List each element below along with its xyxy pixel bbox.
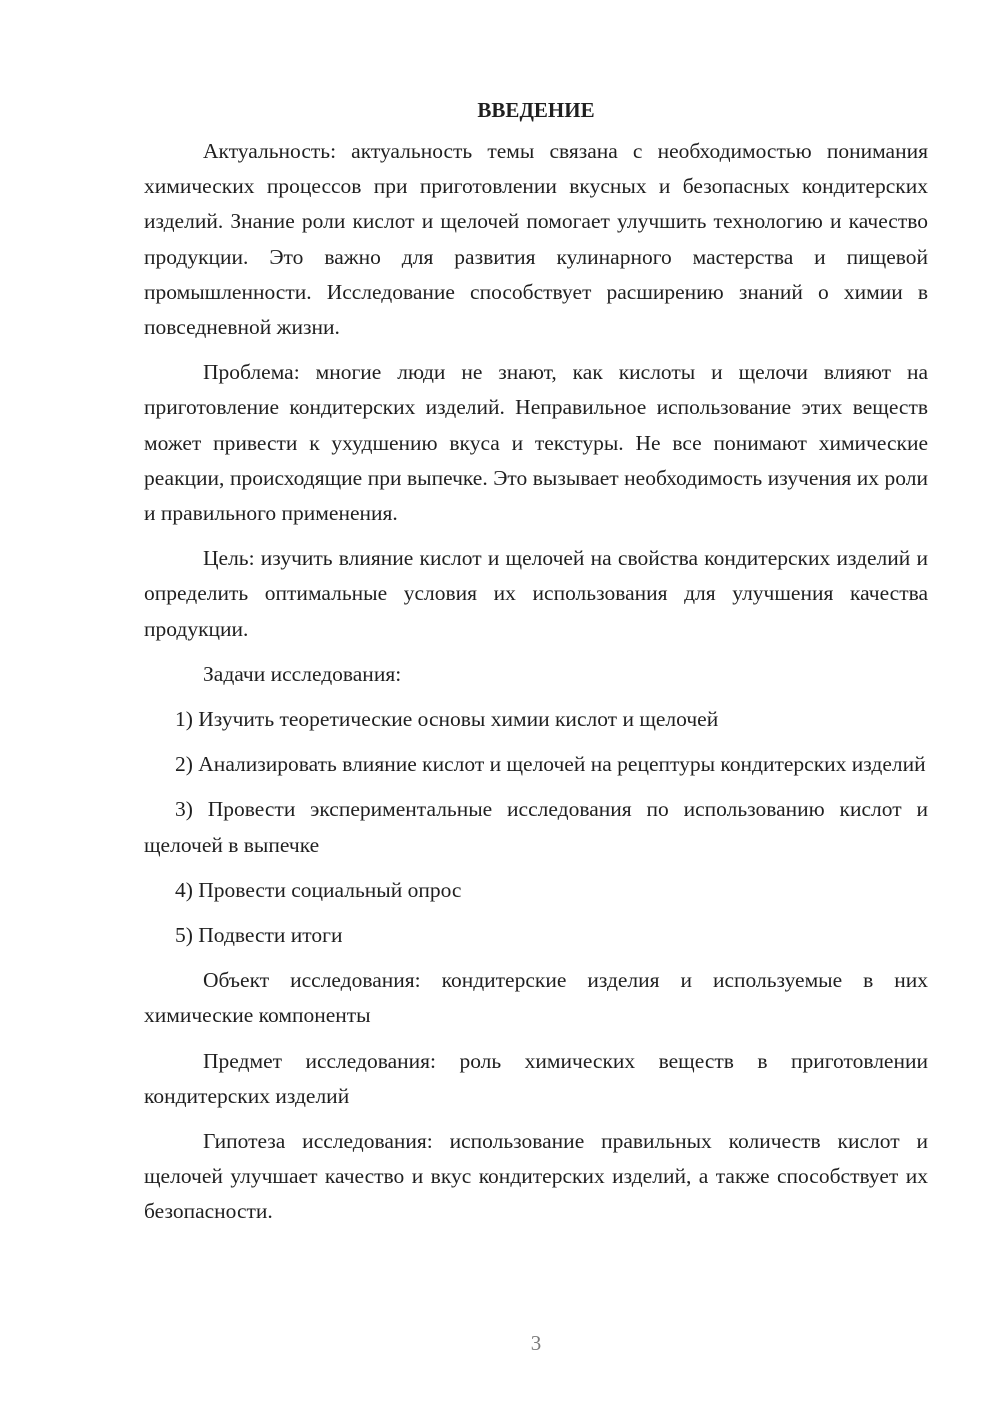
tasks-heading: Задачи исследования: <box>203 661 402 686</box>
paragraph-subject: Предмет исследования: роль химических веществ в приготовлении кондитерских изделий <box>144 1048 928 1108</box>
task-item-4: 4) Провести социальный опрос <box>175 877 462 902</box>
paragraph-object: Объект исследования: кондитерские изделия и используемые в них химические компоненты <box>144 968 928 1028</box>
paragraph-hypothesis: Гипотеза исследования: использование правильных количеств кислот и щелочей улучшает качество и вкус кондитерских изделий, а также способствует их безопасности. <box>144 1129 928 1224</box>
paragraph-relevance: Актуальность: актуальность темы связана с необходимостью понимания химических процессов при приготовлении вкусных и безопасных кондитерских изделий. Знание роли кислот и щелочей помогает улучшить технологию и качество продукции. Это важно для развития кулинарного мастерства и пищевой промышленности. Исследование способствует расширению знаний о химии в повседневной жизни. <box>144 139 928 340</box>
task-item-5: 5) Подвести итоги <box>175 923 343 948</box>
paragraph-goal: Цель: изучить влияние кислот и щелочей на свойства кондитерских изделий и определить оптимальные условия их использования для улучшения качества продукции. <box>144 546 928 641</box>
page-title: ВВЕДЕНИЕ <box>477 98 595 122</box>
document-page <box>144 93 928 1230</box>
page-number: 3 <box>530 1331 542 1355</box>
task-item-2: 2) Анализировать влияние кислот и щелочей на рецептуры кондитерских изделий <box>175 752 926 777</box>
paragraph-problem: Проблема: многие люди не знают, как кислоты и щелочи влияют на приготовление кондитерских изделий. Неправильное использование этих веществ может привести к ухудшению вкуса и текстуры. Не все понимают химические реакции, происходящие при выпечке. Это вызывает необходимость изучения их роли и правильного применения. <box>144 360 928 526</box>
task-item-1: 1) Изучить теоретические основы химии кислот и щелочей <box>175 707 719 732</box>
task-item-3: 3) Провести экспериментальные исследования по использованию кислот и щелочей в выпечке <box>144 797 928 857</box>
